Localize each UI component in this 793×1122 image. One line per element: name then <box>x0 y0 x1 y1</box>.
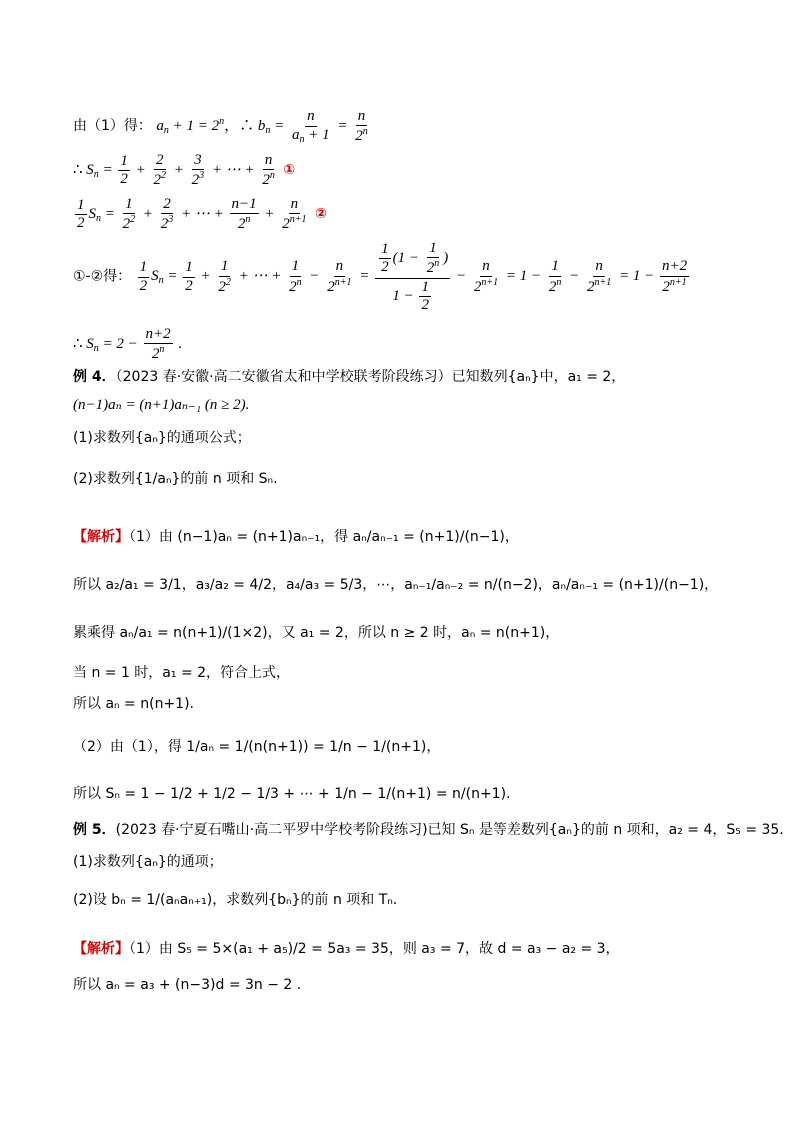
formula-sn: ∴ $S_n$ = $\frac{1}{2}$ + $\frac{2}{2^2}$ + $\frac{3}{2^3}$ + ⋯ + $\frac{n}{2^n}$ <box>73 152 275 189</box>
example-4-question-2: (2)求数列{1/aₙ}的前 n 项和 Sₙ. <box>73 471 278 487</box>
derivation-line-1: 由（1）得： $a_n + 1 = 2^n$，∴ $b_n$ = $\frac{n}{a_n + 1}$ = $\frac{n}{2^n}$ <box>73 108 372 146</box>
marker-2: ② <box>314 206 327 223</box>
solution-5-line-1: 【解析】（1）由 S₅ = 5×(a₁ + a₅)/2 = 5a₃ = 35，则 a₃ = 7，故 d = a₃ − a₂ = 3， <box>73 941 620 957</box>
derivation-line-4: ①-②得： $\frac{1}{2}$ $S_n$ = $\frac{1}{2}$ + $\frac{1}{2^2}$ + ⋯ + $\frac{1}{2^n}$ − $\frac{n}{2^{n+1}}$ = $\frac{1}{2}$ (1 − $\frac{1}{2^n}$ ) 1 − $\frac{1}{2}$ − $\frac{n}{2^{n+1}}$ = 1 − $\frac{1}{2^n}$ − $\frac{n}{2^{n+1}}$ = 1 − $\frac{n+2}{2^{n+1}}$ <box>73 240 691 314</box>
example-5-question-1: (1)求数列{aₙ}的通项； <box>73 854 223 870</box>
derivation-line-5 <box>73 326 182 364</box>
solution-5-line-2: 所以 aₙ = a₃ + (n−3)d = 3n − 2 . <box>73 977 302 993</box>
example-4-header: 例 4．（2023 春·安徽·高二安徽省太和中学校联考阶段练习）已知数列{aₙ}中，a₁ = 2， <box>73 369 626 385</box>
solution-4-line-3: 累乘得 aₙ/a₁ = n(n+1)/(1×2)，又 a₁ = 2，所以 n ≥ 2 时，aₙ = n(n+1)， <box>73 625 560 641</box>
example-4-recurrence: (n−1)aₙ = (n+1)aₙ₋₁ (n ≥ 2). <box>73 397 250 413</box>
solution-4-line-1: 【解析】（1）由 (n−1)aₙ = (n+1)aₙ₋₁，得 aₙ/aₙ₋₁ = (n+1)/(n−1)， <box>73 529 519 545</box>
solution-4-line-6: （2）由（1），得 1/aₙ = 1/(n(n+1)) = 1/n − 1/(n+1)， <box>73 739 441 755</box>
formula-result-sn: ∴ $S_n = 2$ − $\frac{n+2}{2^n}$ . <box>73 326 183 363</box>
formula-half-sn: $\frac{1}{2}$ $S_n$ = $\frac{1}{2^2}$ + $\frac{2}{2^3}$ + ⋯ + $\frac{n-1}{2^n}$ + $\frac{n}{2^{n+1}}$ <box>77 196 307 233</box>
solution-4-line-2: 所以 a₂/a₁ = 3/1，a₃/a₂ = 4/2，a₄/a₃ = 5/3，⋯，aₙ₋₁/aₙ₋₂ = n/(n−2)，aₙ/aₙ₋₁ = (n+1)/(n−1)， <box>73 577 719 593</box>
example-4-question-1: (1)求数列{aₙ}的通项公式； <box>73 430 251 446</box>
example-5-header: 例 5．(2023 春·宁夏石嘴山·高二平罗中学校考阶段练习)已知 Sₙ 是等差数列{aₙ}的前 n 项和，a₂ = 4，S₅ = 35． <box>73 822 793 838</box>
derivation-line-2 <box>73 152 295 190</box>
solution-4-line-4: 当 n = 1 时，a₁ = 2，符合上式， <box>73 665 291 681</box>
solution-4-line-5: 所以 aₙ = n(n+1). <box>73 696 194 712</box>
formula-difference: $\frac{1}{2}$ $S_n$ = $\frac{1}{2}$ + $\frac{1}{2^2}$ + ⋯ + $\frac{1}{2^n}$ − $\frac{n}{2^{n+1}}$ = $\frac{1}{2}$ (1 − $\frac{1}{2^n}$ ) 1 − $\frac{1}{2}$ − $\frac{n}{2^{n+1}}$ = 1 − $\frac{1}{2^n}$ − $\frac{n}{2^{n+1}}$ = 1 − $\frac{n+2}{2^{n+1}}$ <box>139 240 688 313</box>
solution-4-line-7: 所以 Sₙ = 1 − 1/2 + 1/2 − 1/3 + ⋯ + 1/n − 1/(n+1) = n/(n+1). <box>73 786 511 802</box>
example-5-question-2: (2)设 bₙ = 1/(aₙaₙ₊₁)，求数列{bₙ}的前 n 项和 Tₙ. <box>73 892 398 908</box>
derivation-line-3 <box>73 196 327 234</box>
marker-1: ① <box>283 162 296 179</box>
formula-bn: $a_n + 1 = 2^n$，∴ $b_n$ = $\frac{n}{a_n + 1}$ = $\frac{n}{2^n}$ <box>156 108 368 145</box>
